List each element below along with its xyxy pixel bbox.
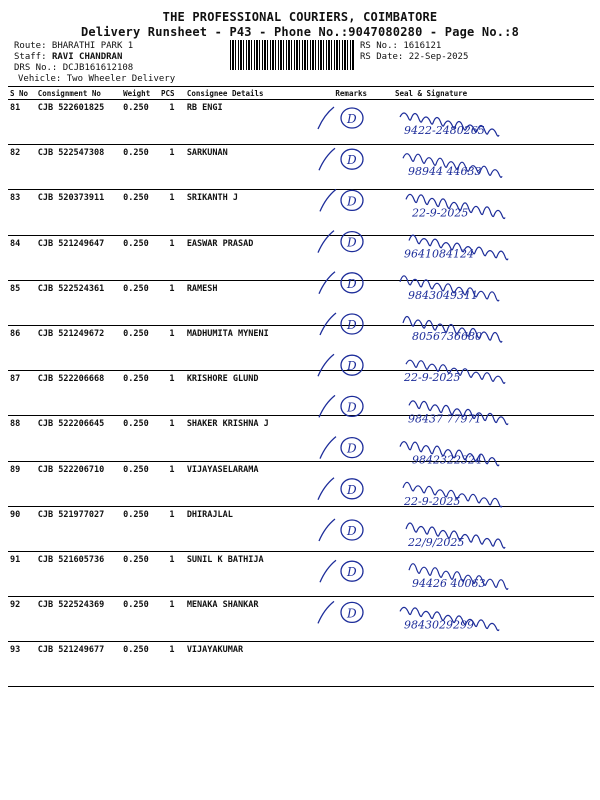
tick-mark bbox=[319, 272, 335, 294]
row-weight: 0.250 bbox=[121, 100, 159, 145]
handwritten-number: 9422-2480265 bbox=[404, 124, 485, 137]
col-header-signature: Seal & Signature bbox=[393, 87, 594, 100]
row-pcs: 1 bbox=[159, 235, 185, 280]
col-header-remarks: Remarks bbox=[333, 87, 393, 100]
row-consignment-no: CJB 520373911 bbox=[36, 190, 121, 235]
col-header-consignee: Consignee Details bbox=[185, 87, 334, 100]
row-sno: 86 bbox=[8, 325, 36, 370]
handwritten-number: 98944 44633 bbox=[408, 165, 482, 179]
row-sno: 91 bbox=[8, 551, 36, 596]
row-consignee: KRISHORE GLUND bbox=[185, 371, 334, 416]
row-consignment-no: CJB 522206668 bbox=[36, 371, 121, 416]
row-consignee: VIJAYASELARAMA bbox=[185, 461, 334, 506]
staff-label: Staff: bbox=[14, 52, 52, 62]
row-consignee: DHIRAJLAL bbox=[185, 506, 334, 551]
row-sno: 90 bbox=[8, 506, 36, 551]
handwritten-number: 22-9-2025 bbox=[412, 206, 469, 220]
remark-mark: D bbox=[347, 359, 357, 374]
remark-mark: D bbox=[347, 194, 357, 209]
row-consignee: SUNIL K BATHIJA bbox=[185, 551, 334, 596]
col-header-consignment: Consignment No bbox=[36, 87, 121, 100]
vehicle-label: Vehicle: Two Wheeler Delivery bbox=[18, 74, 176, 84]
handwritten-number: 9842322324 bbox=[412, 453, 482, 467]
row-consignment-no: CJB 522547308 bbox=[36, 145, 121, 190]
row-sno: 82 bbox=[8, 145, 36, 190]
row-pcs: 1 bbox=[159, 551, 185, 596]
row-weight: 0.250 bbox=[121, 551, 159, 596]
col-header-weight: Weight bbox=[121, 87, 159, 100]
handwritten-number: 22/9/2025 bbox=[408, 536, 465, 549]
row-consignee: MENAKA SHANKAR bbox=[185, 597, 334, 642]
row-weight: 0.250 bbox=[121, 145, 159, 190]
tick-mark bbox=[318, 354, 334, 376]
col-header-sno: S No bbox=[8, 87, 36, 100]
row-consignment-no: CJB 521249672 bbox=[36, 325, 121, 370]
row-sno: 81 bbox=[8, 100, 36, 145]
row-weight: 0.250 bbox=[121, 416, 159, 461]
row-consignee: SARKUNAN bbox=[185, 145, 334, 190]
handwritten-number: 9641084124 bbox=[404, 247, 474, 261]
row-consignee: SHAKER KRISHNA J bbox=[185, 416, 334, 461]
row-consignment-no: CJB 522524369 bbox=[36, 597, 121, 642]
remark-mark: D bbox=[347, 112, 357, 126]
row-consignment-no: CJB 521605736 bbox=[36, 551, 121, 596]
row-consignment-no: CJB 521249677 bbox=[36, 642, 121, 687]
row-pcs: 1 bbox=[159, 416, 185, 461]
remark-mark: D bbox=[347, 441, 357, 456]
row-sno: 85 bbox=[8, 280, 36, 325]
row-consignee: MADHUMITA MYNENI bbox=[185, 325, 334, 370]
row-consignee: RB ENGI bbox=[185, 100, 334, 145]
row-pcs: 1 bbox=[159, 597, 185, 642]
handwritten-number: 9843049311 bbox=[408, 288, 478, 302]
row-consignment-no: CJB 522206710 bbox=[36, 461, 121, 506]
handwritten-number: 98437 77971 bbox=[408, 412, 482, 426]
row-sno: 93 bbox=[8, 642, 36, 687]
remark-mark: D bbox=[347, 235, 357, 250]
remark-mark: D bbox=[347, 606, 357, 621]
tick-mark bbox=[318, 478, 334, 500]
row-weight: 0.250 bbox=[121, 597, 159, 642]
runsheet-title: Delivery Runsheet - P43 - Phone No.:9047080280 - Page No.:8 bbox=[80, 25, 520, 39]
row-pcs: 1 bbox=[159, 506, 185, 551]
rs-date: RS Date: 22-Sep-2025 bbox=[360, 52, 469, 62]
tick-mark bbox=[320, 437, 336, 459]
row-sno: 83 bbox=[8, 190, 36, 235]
row-weight: 0.250 bbox=[121, 325, 159, 370]
tick-mark bbox=[318, 107, 334, 129]
staff-name: RAVI CHANDRAN bbox=[51, 52, 123, 62]
handwritten-number: 8056736680 bbox=[412, 330, 482, 343]
remark-mark: D bbox=[347, 400, 357, 415]
tick-mark bbox=[320, 560, 336, 582]
row-sno: 87 bbox=[8, 371, 36, 416]
row-pcs: 1 bbox=[159, 100, 185, 145]
tick-mark bbox=[319, 148, 335, 170]
remark-mark: D bbox=[347, 153, 357, 168]
row-consignment-no: CJB 521249647 bbox=[36, 235, 121, 280]
row-pcs: 1 bbox=[159, 325, 185, 370]
row-pcs: 1 bbox=[159, 190, 185, 235]
row-sno: 84 bbox=[8, 235, 36, 280]
row-weight: 0.250 bbox=[121, 190, 159, 235]
row-sno: 88 bbox=[8, 416, 36, 461]
row-weight: 0.250 bbox=[121, 642, 159, 687]
col-header-pcs: PCS bbox=[159, 87, 185, 100]
row-consignment-no: CJB 522206645 bbox=[36, 416, 121, 461]
rs-number: RS No.: 1616121 bbox=[360, 41, 442, 51]
handwritten-number: 22-9-2025 bbox=[404, 494, 461, 508]
row-consignee: VIJAYAKUMAR bbox=[185, 642, 334, 687]
remark-mark: D bbox=[347, 565, 357, 580]
tick-mark bbox=[318, 601, 334, 623]
drs-number: DRS No.: DCJB161612108 bbox=[14, 63, 134, 73]
row-sno: 92 bbox=[8, 597, 36, 642]
row-weight: 0.250 bbox=[121, 371, 159, 416]
tick-mark bbox=[320, 313, 336, 335]
handwritten-number: 9843029299 bbox=[404, 618, 474, 632]
tick-mark bbox=[319, 395, 335, 417]
row-weight: 0.250 bbox=[121, 506, 159, 551]
tick-mark bbox=[319, 519, 335, 541]
handwritten-number: 94426 40063 bbox=[412, 577, 486, 591]
row-consignment-no: CJB 521977027 bbox=[36, 506, 121, 551]
tick-mark bbox=[320, 189, 336, 211]
row-consignee: EASWAR PRASAD bbox=[185, 235, 334, 280]
row-pcs: 1 bbox=[159, 642, 185, 687]
row-weight: 0.250 bbox=[121, 461, 159, 506]
row-pcs: 1 bbox=[159, 280, 185, 325]
row-consignee: RAMESH bbox=[185, 280, 334, 325]
handwritten-number: 22-9-2025 bbox=[404, 371, 461, 385]
row-consignee: SRIKANTH J bbox=[185, 190, 334, 235]
remark-mark: D bbox=[347, 318, 357, 332]
row-pcs: 1 bbox=[159, 371, 185, 416]
remark-mark: D bbox=[347, 482, 357, 497]
row-pcs: 1 bbox=[159, 461, 185, 506]
company-title: THE PROFESSIONAL COURIERS, COIMBATORE bbox=[162, 10, 438, 24]
remark-mark: D bbox=[347, 276, 357, 291]
row-weight: 0.250 bbox=[121, 280, 159, 325]
row-sno: 89 bbox=[8, 461, 36, 506]
tick-mark bbox=[318, 231, 334, 253]
row-consignment-no: CJB 522524361 bbox=[36, 280, 121, 325]
route-label: Route: BHARATHI PARK 1 bbox=[14, 41, 134, 51]
row-consignment-no: CJB 522601825 bbox=[36, 100, 121, 145]
row-pcs: 1 bbox=[159, 145, 185, 190]
remark-mark: D bbox=[347, 524, 357, 538]
row-weight: 0.250 bbox=[121, 235, 159, 280]
